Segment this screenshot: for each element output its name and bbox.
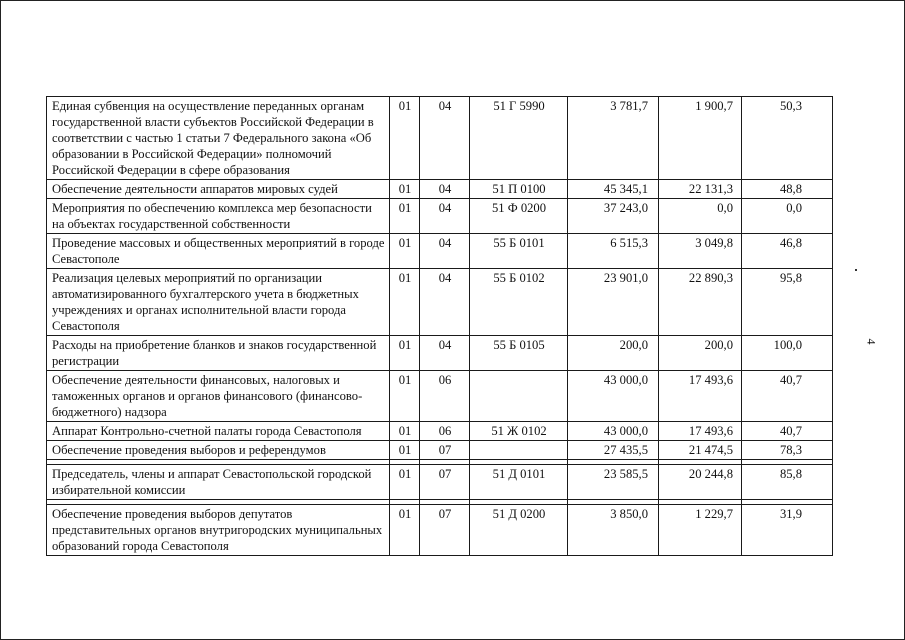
planned-amount: 3 781,7	[568, 97, 659, 180]
target-article-code	[470, 441, 568, 460]
subsection-code: 04	[420, 234, 470, 269]
section-code: 01	[390, 180, 420, 199]
execution-percent: 95,8	[742, 269, 833, 336]
subsection-code: 06	[420, 371, 470, 422]
actual-amount: 3 049,8	[659, 234, 742, 269]
table-row	[47, 180, 833, 199]
section-code: 01	[390, 336, 420, 371]
section-code: 01	[390, 199, 420, 234]
section-code: 01	[390, 371, 420, 422]
execution-percent: 100,0	[742, 336, 833, 371]
row-name: Председатель, члены и аппарат Севастопольской городской избирательной комиссии	[47, 465, 390, 500]
planned-amount: 45 345,1	[568, 180, 659, 199]
actual-amount: 200,0	[659, 336, 742, 371]
target-article-code: 51 Ф 0200	[470, 199, 568, 234]
target-article-code: 55 Б 0102	[470, 269, 568, 336]
subsection-code: 04	[420, 199, 470, 234]
row-name: Единая субвенция на осуществление переданных органам государственной власти субъектов Российской Федерации в соответствии с частью 1 статьи 7 Федерального закона «Об образовании в Российской Федерации» полномочий Российской Федерации в сфере образования	[47, 97, 390, 180]
planned-amount: 43 000,0	[568, 371, 659, 422]
actual-amount: 20 244,8	[659, 465, 742, 500]
execution-percent: 40,7	[742, 422, 833, 441]
target-article-code: 55 Б 0105	[470, 336, 568, 371]
row-name: Реализация целевых мероприятий по организации автоматизированного бухгалтерского учета в бюджетных учреждениях и органах исполнительной власти города Севастополя	[47, 269, 390, 336]
actual-amount: 21 474,5	[659, 441, 742, 460]
actual-amount: 22 890,3	[659, 269, 742, 336]
subsection-code: 07	[420, 465, 470, 500]
table-row	[47, 336, 833, 371]
row-name: Проведение массовых и общественных мероприятий в городе Севастополе	[47, 234, 390, 269]
row-name: Расходы на приобретение бланков и знаков государственной регистрации	[47, 336, 390, 371]
section-code: 01	[390, 465, 420, 500]
table-row	[47, 422, 833, 441]
target-article-code: 51 Д 0200	[470, 505, 568, 556]
section-code: 01	[390, 97, 420, 180]
target-article-code: 51 Д 0101	[470, 465, 568, 500]
planned-amount: 6 515,3	[568, 234, 659, 269]
budget-table	[46, 96, 833, 556]
margin-mark	[855, 269, 857, 271]
table-row	[47, 441, 833, 460]
actual-amount: 0,0	[659, 199, 742, 234]
table-row	[47, 199, 833, 234]
target-article-code: 51 Г 5990	[470, 97, 568, 180]
table-row	[47, 371, 833, 422]
actual-amount: 17 493,6	[659, 422, 742, 441]
table-row	[47, 269, 833, 336]
row-name: Мероприятия по обеспечению комплекса мер безопасности на объектах государственной собственности	[47, 199, 390, 234]
table-row	[47, 505, 833, 556]
table-row	[47, 465, 833, 500]
row-name: Обеспечение проведения выборов депутатов представительных органов внутригородских муниципальных образований города Севастополя	[47, 505, 390, 556]
execution-percent: 40,7	[742, 371, 833, 422]
actual-amount: 1 900,7	[659, 97, 742, 180]
planned-amount: 27 435,5	[568, 441, 659, 460]
actual-amount: 17 493,6	[659, 371, 742, 422]
row-name: Обеспечение деятельности финансовых, налоговых и таможенных органов и органов финансового (финансово-бюджетного) надзора	[47, 371, 390, 422]
execution-percent: 78,3	[742, 441, 833, 460]
planned-amount: 23 585,5	[568, 465, 659, 500]
target-article-code	[470, 371, 568, 422]
row-name: Обеспечение деятельности аппаратов мировых судей	[47, 180, 390, 199]
actual-amount: 22 131,3	[659, 180, 742, 199]
target-article-code: 51 П 0100	[470, 180, 568, 199]
subsection-code: 04	[420, 269, 470, 336]
planned-amount: 200,0	[568, 336, 659, 371]
execution-percent: 85,8	[742, 465, 833, 500]
actual-amount: 1 229,7	[659, 505, 742, 556]
section-code: 01	[390, 505, 420, 556]
subsection-code: 04	[420, 97, 470, 180]
planned-amount: 3 850,0	[568, 505, 659, 556]
row-name: Аппарат Контрольно-счетной палаты города Севастополя	[47, 422, 390, 441]
subsection-code: 06	[420, 422, 470, 441]
target-article-code: 51 Ж 0102	[470, 422, 568, 441]
subsection-code: 04	[420, 180, 470, 199]
planned-amount: 43 000,0	[568, 422, 659, 441]
execution-percent: 0,0	[742, 199, 833, 234]
table-body	[47, 97, 833, 556]
subsection-code: 07	[420, 441, 470, 460]
row-name: Обеспечение проведения выборов и референдумов	[47, 441, 390, 460]
planned-amount: 23 901,0	[568, 269, 659, 336]
execution-percent: 48,8	[742, 180, 833, 199]
page-number: 4	[864, 338, 879, 345]
section-code: 01	[390, 422, 420, 441]
section-code: 01	[390, 234, 420, 269]
section-code: 01	[390, 441, 420, 460]
target-article-code: 55 Б 0101	[470, 234, 568, 269]
section-code: 01	[390, 269, 420, 336]
execution-percent: 50,3	[742, 97, 833, 180]
execution-percent: 46,8	[742, 234, 833, 269]
planned-amount: 37 243,0	[568, 199, 659, 234]
subsection-code: 04	[420, 336, 470, 371]
subsection-code: 07	[420, 505, 470, 556]
execution-percent: 31,9	[742, 505, 833, 556]
table-row	[47, 97, 833, 180]
table-row	[47, 234, 833, 269]
